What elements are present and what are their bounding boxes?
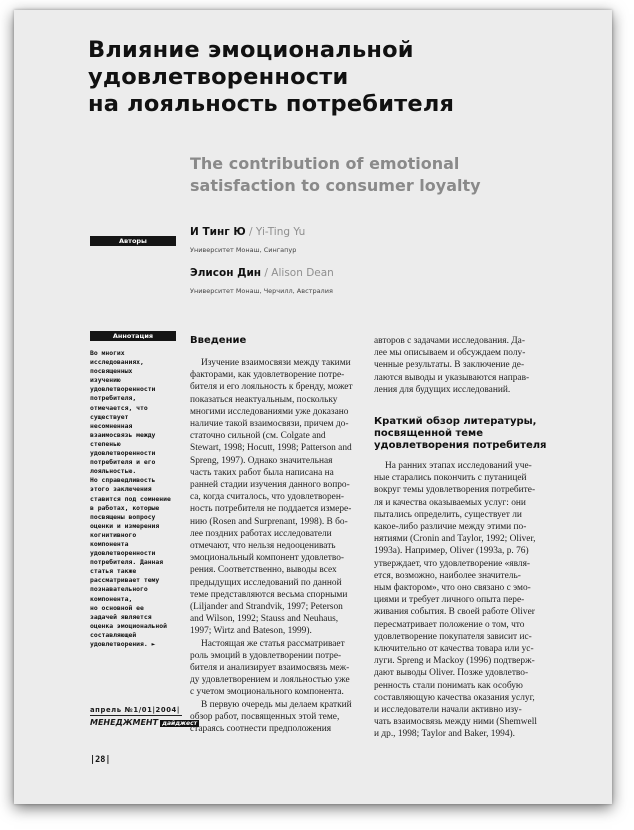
text-line: в работах, которые xyxy=(90,503,160,512)
text-line: взаимосвязь между xyxy=(90,430,156,439)
text-line: существует xyxy=(90,412,129,421)
text-line: 1993a). Например, Oliver (1993a, p. 76) xyxy=(374,546,529,557)
text-line: удовлетворенности xyxy=(90,449,156,458)
text-line: составляющую качества оказания услуг, xyxy=(374,692,535,703)
text-line: рения. Соответственно, выводы всех xyxy=(190,565,337,576)
text-line: и др., 1998; Taylor and Baker, 1994). xyxy=(374,729,516,740)
text-line: The contribution of emotional xyxy=(190,154,460,173)
text-line: (Liljander and Strandvik, 1997; Peterson xyxy=(190,602,343,613)
text-line: Но справедливость xyxy=(90,476,156,485)
text-line: статья также xyxy=(90,567,137,576)
author-1-name-en: Yi-Ting Yu xyxy=(255,226,306,238)
text-line: составляющей xyxy=(90,630,137,639)
text-line: бителя и его лояльность к бренду, может xyxy=(190,382,353,393)
abstract-label: Аннотация xyxy=(90,331,176,341)
text-line: отмечают, что нельзя недооценивать xyxy=(190,541,336,552)
text-line: ченные результаты. В заключение де- xyxy=(374,360,525,371)
literature-review-body xyxy=(374,460,550,741)
text-line: ставится под сомнение xyxy=(90,494,171,503)
text-line: часть таких работ была написана на xyxy=(190,467,334,478)
text-line: теме представляются весьма спорными xyxy=(190,589,348,600)
text-line: and Wilson, 1992; Stauss and Neuhaus, xyxy=(190,614,339,625)
text-line: факторами, как удовлетворение потре- xyxy=(190,370,345,381)
text-line: Настоящая же статья рассматривает xyxy=(201,638,345,649)
text-column-1 xyxy=(190,335,366,735)
section-heading-literature-review xyxy=(374,416,550,452)
text-line: ность потребителя не поддается измере- xyxy=(190,504,352,515)
journal-name: МЕНЕДЖМЕНТ xyxy=(90,718,159,727)
journal-logo xyxy=(90,718,198,727)
article-subtitle-english xyxy=(190,153,590,197)
text-line: В первую очередь мы делаем краткий xyxy=(201,699,352,710)
text-line: луги. Spreng и Mackoy (1996) подтверж- xyxy=(374,656,535,667)
section-heading-introduction: Введение xyxy=(190,335,247,346)
text-line: показаться неактуальным, поскольку xyxy=(190,394,338,405)
text-line: но основной ее xyxy=(90,603,144,612)
paragraph xyxy=(190,357,366,638)
text-line: эмоциональный компонент удовлетво- xyxy=(190,553,344,564)
text-line: какое-либо различие между этими по- xyxy=(374,522,527,533)
text-line: степенью xyxy=(90,439,121,448)
page-number: |28| xyxy=(90,755,111,765)
text-line: циями и требует личного опыта пере- xyxy=(374,595,525,606)
introduction-body xyxy=(190,357,366,735)
journal-badge: дайджест xyxy=(162,720,198,727)
author-2-name: Элисон Дин xyxy=(190,267,262,279)
text-line: Влияние эмоциональной xyxy=(88,37,414,63)
text-line: авторов с задачами исследования. Да- xyxy=(374,336,525,346)
author-1-separator: / xyxy=(245,226,256,238)
author-2-affiliation: Университет Монаш, Черчилл, Австралия xyxy=(190,287,333,295)
paragraph xyxy=(190,699,366,736)
text-line: потребителя и его xyxy=(90,458,156,467)
author-2 xyxy=(190,267,570,295)
text-line: потребителя, xyxy=(90,394,137,403)
author-2-separator: / xyxy=(261,267,272,279)
text-line: ключительно от качества товара или ус- xyxy=(374,644,534,655)
text-line: satisfaction to consumer loyalty xyxy=(190,176,481,195)
text-line: Stewart, 1998; Hocutt, 1998; Patterson and xyxy=(190,443,352,454)
journal-page xyxy=(14,10,612,804)
text-line: удовлетворенности xyxy=(88,64,349,90)
text-line: лояльностью. xyxy=(90,467,137,476)
text-line: нию (Rosen and Surprenant, 1998). В бо- xyxy=(190,516,348,527)
text-line: когнитивного xyxy=(90,530,137,539)
text-line: лаются выводы и указываются направ- xyxy=(374,372,530,383)
text-line: наличие такой взаимосвязи, причем до- xyxy=(190,419,349,430)
text-line: предыдущих исследований по данной xyxy=(190,577,342,588)
text-line: Spreng, 1997). Однако значительная xyxy=(190,455,333,466)
text-line: оценки и измерения xyxy=(90,521,160,530)
author-1 xyxy=(190,226,570,254)
text-line: исследованиях, xyxy=(90,358,144,367)
text-line: отмечается, что xyxy=(90,403,148,412)
text-line: удовлетворения потребителя xyxy=(374,440,547,452)
authors-label: Авторы xyxy=(90,236,176,246)
text-line: несомненная xyxy=(90,421,133,430)
text-line: са, когда считалось, что удовлетворен- xyxy=(190,492,344,503)
text-line: 1997; Wirtz and Bateson, 1999). xyxy=(190,626,312,637)
text-line: вокруг темы удовлетворения потребите- xyxy=(374,485,536,496)
text-line: нятиями (Cronin and Taylor, 1992; Oliver, xyxy=(374,534,536,545)
text-line: Краткий обзор литературы, xyxy=(374,416,537,428)
introduction-continuation xyxy=(374,335,550,396)
text-line: пытались определить, существует ли xyxy=(374,509,522,520)
text-line: познавательного xyxy=(90,585,148,594)
author-2-name-en: Alison Dean xyxy=(271,267,334,279)
text-line: изучению xyxy=(90,376,121,385)
text-line: удовлетворенности xyxy=(90,549,156,558)
text-line: бителя и анализирует взаимосвязь меж- xyxy=(190,663,350,674)
text-line: и исследователи начали активно изу- xyxy=(374,705,522,716)
text-line: ные старались покончить с путаницей xyxy=(374,473,527,484)
text-line: на лояльность потребителя xyxy=(88,91,455,117)
text-line: многими исследованиями уже доказано xyxy=(190,406,349,417)
text-line: На ранних этапах исследований уче- xyxy=(385,461,532,472)
text-line: Изучение взаимосвязи между такими xyxy=(201,358,351,368)
text-line: с учетом эмоционального компонента. xyxy=(190,687,344,698)
text-line: компонента xyxy=(90,539,129,548)
journal-footer xyxy=(90,706,198,727)
text-line: лее мы описываем и обсуждаем полу- xyxy=(374,348,526,359)
text-line: чать взаимосвязь между ними (Shemwell xyxy=(374,717,537,728)
text-line: этого заключения xyxy=(90,485,152,494)
text-line: посвящены вопросу xyxy=(90,512,156,521)
text-line: утверждает, что удовлетворение «явля- xyxy=(374,558,531,569)
text-line: компонента, xyxy=(90,594,133,603)
text-line: Во многих xyxy=(90,349,125,357)
text-line: роль эмоций в удовлетворении потре- xyxy=(190,650,342,661)
text-line: ля и качества оказываемых услуг: они xyxy=(374,497,526,508)
authors-block xyxy=(190,226,570,295)
text-line: рассматривает тему xyxy=(90,576,160,585)
text-line: посвященной теме xyxy=(374,428,484,440)
text-line: дают выводы Oliver. Позже удовлетво- xyxy=(374,668,529,679)
text-line: ранней стадии изучения данного вопро- xyxy=(190,480,350,491)
author-1-name: И Тинг Ю xyxy=(190,226,246,238)
text-line: живания события. В своей работе Oliver xyxy=(374,607,535,618)
text-line: ления для будущих исследований. xyxy=(374,384,511,395)
text-line: задачей является xyxy=(90,612,152,621)
author-1-affiliation: Университет Монаш, Сингапур xyxy=(190,246,297,254)
text-column-2 xyxy=(374,335,550,741)
text-line: удовлетворения. ► xyxy=(90,640,156,648)
text-line: удовлетворенности xyxy=(90,385,156,394)
text-line: стараясь соотнести предположения xyxy=(190,724,332,735)
text-line: пересматривает положение о том, что xyxy=(374,619,525,630)
text-line: ренность стали понимать как особую xyxy=(374,680,523,691)
paragraph xyxy=(190,638,366,699)
text-line: потребителя. Данная xyxy=(90,558,164,567)
text-line: обзор работ, посвященных этой теме, xyxy=(190,711,340,722)
text-line: посвященных xyxy=(90,367,133,376)
text-line: удовлетворение покупателя зависит ис- xyxy=(374,631,532,642)
article-title xyxy=(88,37,588,118)
text-line: ным фактором», что оно связано с эмо- xyxy=(374,583,531,594)
text-line: ду удовлетворением и лояльностью уже xyxy=(190,675,350,686)
abstract-text xyxy=(90,349,180,649)
text-line: ется, возможно, наиболее значитель- xyxy=(374,570,521,581)
journal-issue-date: апрель №1/01|2004| xyxy=(90,706,182,716)
text-line: статочно сильной (см. Colgate and xyxy=(190,431,326,442)
text-line: оценка эмоциональной xyxy=(90,621,167,630)
text-line: лее поздних работах исследователи xyxy=(190,528,332,539)
